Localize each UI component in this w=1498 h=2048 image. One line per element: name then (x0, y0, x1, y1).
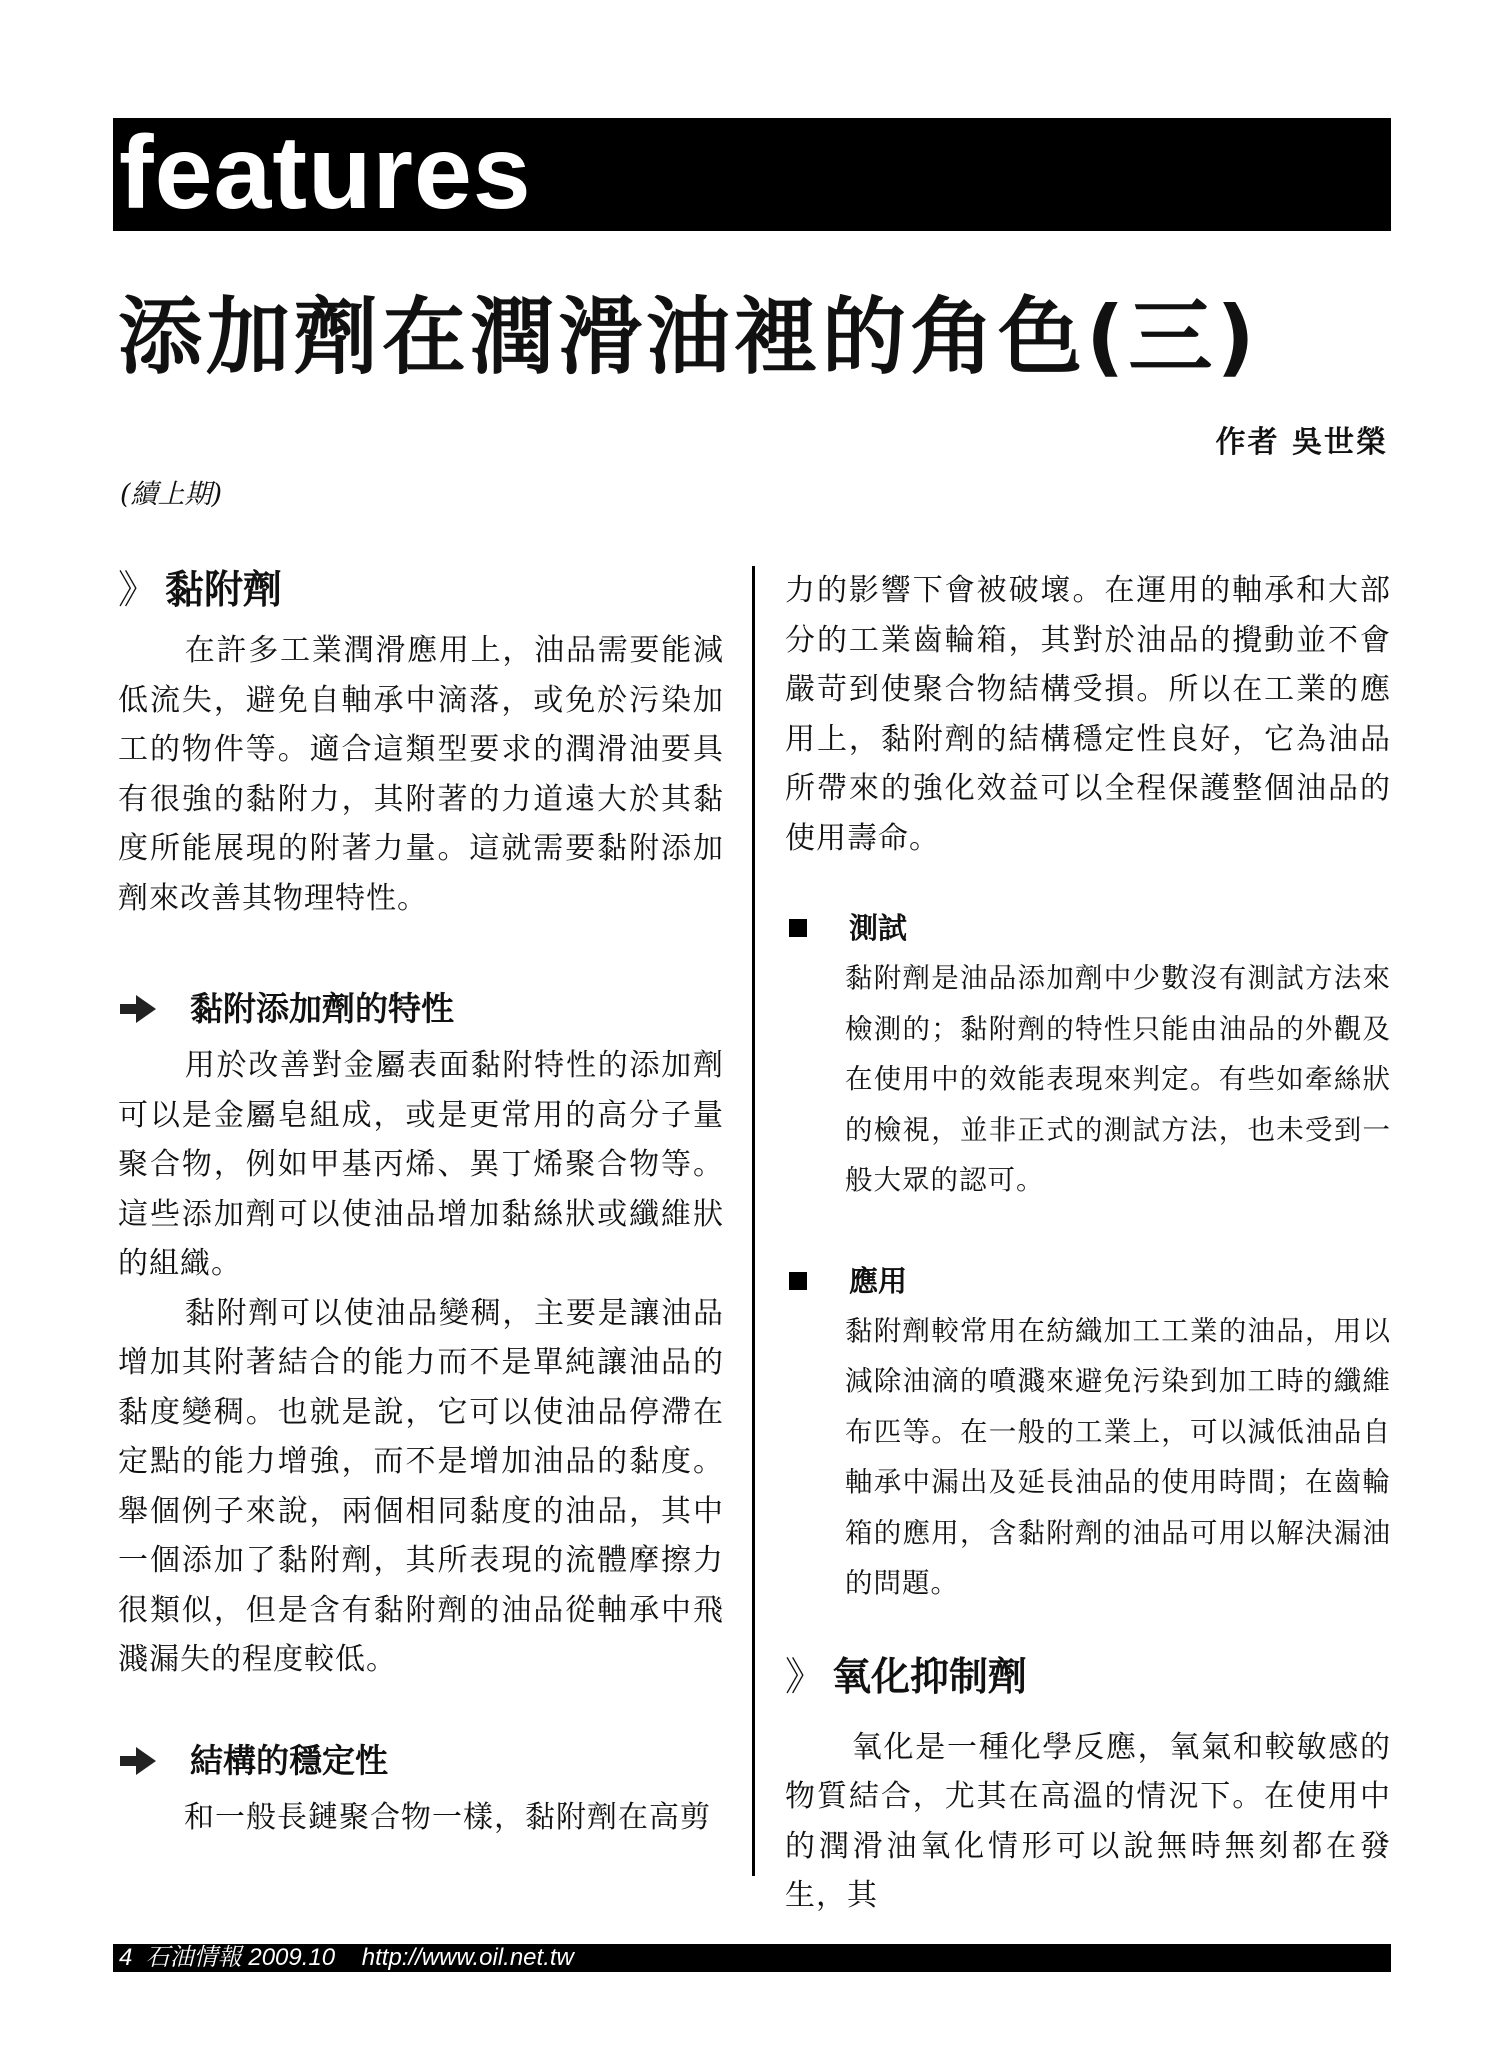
paragraph-text: 氧化是一種化學反應，氧氣和較敏感的物質結合，尤其在高溫的情況下。在使用中的潤滑油氧化情形可以說無時無刻都在發生，其 (785, 1729, 1391, 1913)
arrow-bullet-icon (118, 995, 158, 1023)
right-column (785, 566, 1391, 1921)
continued-note: (續上期) (120, 479, 223, 510)
footer-bar (113, 1944, 1391, 1972)
subheading-testing (785, 903, 1391, 953)
subheading-application (785, 1256, 1391, 1306)
subheading-text: 應用 (849, 1263, 908, 1298)
section-heading-antioxidant (785, 1643, 1391, 1713)
paragraph-text: 力的影響下會被破壞。在運用的軸承和大部分的工業齒輪箱，其對於油品的攪動並不會嚴苛到使聚合物結構受損。所以在工業的應用上，黏附劑的結構穩定性良好，它為油品所帶來的強化效益可以全程保護整個油品的使用壽命。 (785, 573, 1391, 856)
section-heading-text: 黏附劑 (165, 568, 283, 613)
column-divider (752, 566, 755, 1876)
author-line: 作者 吳世榮 (1215, 425, 1388, 460)
square-bullet-icon (789, 919, 807, 937)
arrow-bullet-icon (118, 1747, 158, 1775)
paragraph-text: 黏附劑是油品添加劑中少數沒有測試方法來檢測的；黏附劑的特性只能由油品的外觀及在使用中的效能表現來判定。有些如牽絲狀的檢視，並非正式的測試方法，也未受到一般大眾的認可。 (845, 962, 1391, 1196)
subheading-stability (118, 1733, 724, 1789)
paragraph-text: 和一般長鏈聚合物一樣，黏附劑在高剪 (184, 1799, 711, 1835)
section-heading-adhesive (118, 556, 724, 626)
chevron-icon: 》 (785, 1654, 825, 1700)
paragraph (845, 1306, 1391, 1609)
paragraph (118, 1041, 724, 1289)
paragraph (845, 953, 1391, 1206)
paragraph-text: 黏附劑較常用在紡織加工工業的油品，用以減除油滴的噴濺來避免污染到加工時的纖維布匹等。在一般的工業上，可以減低油品自軸承中漏出及延長油品的使用時間；在齒輪箱的應用，含黏附劑的油品可用以解決漏油的問題。 (845, 1314, 1391, 1599)
paragraph-text: 黏附劑可以使油品變稠，主要是讓油品增加其附著結合的能力而不是單純讓油品的黏度變稠。也就是說，它可以使油品停滯在定點的能力增強，而不是增加油品的黏度。舉個例子來說，兩個相同黏度的油品，其中一個添加了黏附劑，其所表現的流體摩擦力很類似，但是含有黏附劑的油品從軸承中飛濺漏失的程度較低。 (118, 1295, 724, 1677)
paragraph (785, 566, 1391, 863)
banner-text: features (119, 115, 532, 231)
subheading-text: 結構的穩定性 (190, 1740, 388, 1780)
article-title: 添加劑在潤滑油裡的角色(三) (118, 288, 1259, 386)
paragraph (785, 1723, 1391, 1921)
square-bullet-icon (789, 1272, 807, 1290)
subheading-properties (118, 981, 724, 1037)
features-banner (113, 115, 1391, 231)
subheading-text: 測試 (849, 911, 908, 945)
footer-text: 4 石油情報 2009.10 http://www.oil.net.tw (119, 1944, 574, 1971)
paragraph (118, 1289, 724, 1685)
left-column (118, 556, 724, 1842)
paragraph-text: 在許多工業潤滑應用上，油品需要能減低流失，避免自軸承中滴落，或免於污染加工的物件等。適合這類型要求的潤滑油要具有很強的黏附力，其附著的力道遠大於其黏度所能展現的附著力量。這就需要黏附添加劑來改善其物理特性。 (118, 633, 724, 916)
chevron-icon: 》 (118, 568, 158, 613)
paragraph (118, 626, 724, 923)
paragraph (118, 1793, 724, 1843)
section-heading-text: 氧化抑制劑 (832, 1654, 1028, 1700)
paragraph-text: 用於改善對金屬表面黏附特性的添加劑可以是金屬皂組成，或是更常用的高分子量聚合物，例如甲基丙烯、異丁烯聚合物等。這些添加劑可以使油品增加黏絲狀或纖維狀的組織。 (118, 1048, 724, 1281)
subheading-text: 黏附添加劑的特性 (190, 989, 454, 1028)
